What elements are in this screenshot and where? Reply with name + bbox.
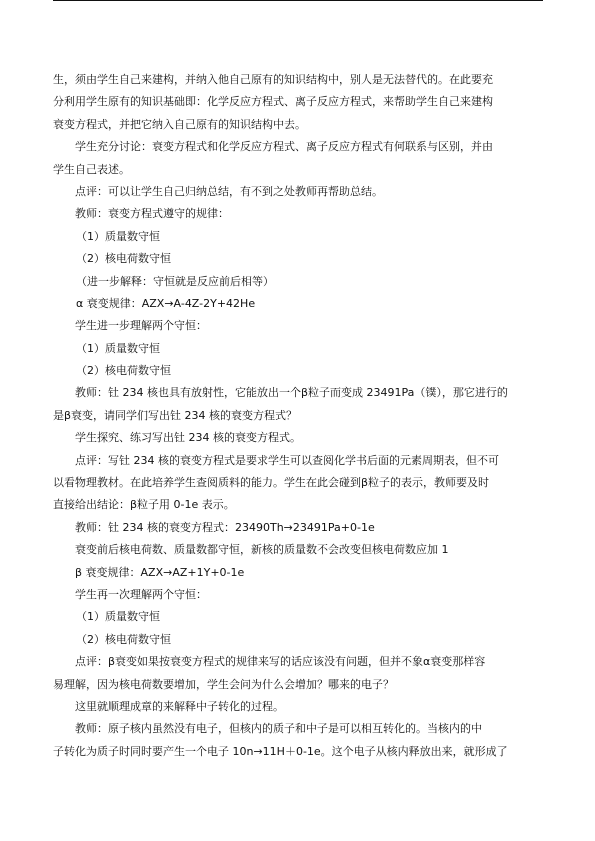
text-line: （1）质量数守恒 — [76, 229, 160, 243]
text-line: 点评：β衰变如果按衰变方程式的规律来写的话应该没有问题，但并不象α衰变那样容 — [75, 655, 486, 669]
text-line: 子转化为质子时同时要产生一个电子 10n→11H＋0-1e。这个电子从核内释放出来，就形成了 — [53, 744, 508, 758]
text-line: 衰变方程式，并把它纳入自己原有的知识结构中去。 — [53, 117, 306, 131]
header-rule — [53, 0, 543, 1]
text-line: 学生再一次理解两个守恒： — [75, 587, 207, 601]
text-line: 点评：可以让学生自己归纳总结，有不到之处教师再帮助总结。 — [75, 184, 383, 198]
text-line: 教师：原子核内虽然没有电子，但核内的质子和中子是可以相互转化的。当核内的中 — [75, 722, 482, 736]
text-line: （2）核电荷数守恒 — [76, 632, 171, 646]
text-line: α 衰变规律：AZX→A-4Z-2Y+42He — [76, 296, 256, 310]
text-line: 教师：钍 234 核的衰变方程式：23490Th→23491Pa+0-1e — [75, 520, 375, 534]
text-line: 学生充分讨论：衰变方程式和化学反应方程式、离子反应方程式有何联系与区别，并由 — [75, 140, 493, 154]
text-line: 衰变前后核电荷数、质量数都守恒，新核的质量数不会改变但核电荷数应加 1 — [75, 543, 449, 557]
text-line: 是β衰变，请同学们写出钍 234 核的衰变方程式？ — [53, 408, 298, 422]
text-line: 这里就顺理成章的来解释中子转化的过程。 — [75, 699, 284, 713]
text-line: （2）核电荷数守恒 — [76, 252, 171, 266]
text-line: 教师：衰变方程式遵守的规律： — [75, 207, 229, 221]
text-line: 学生探究、练习写出钍 234 核的衰变方程式。 — [75, 431, 301, 445]
text-line: 学生自己表述。 — [53, 162, 130, 176]
text-line: （1）质量数守恒 — [76, 610, 160, 624]
text-line: 以看物理教材。在此培养学生查阅质料的能力。学生在此会碰到β粒子的表示，教师要及时 — [53, 476, 490, 490]
text-line: 分利用学生原有的知识基础即：化学反应方程式、离子反应方程式，来帮助学生自己来建构 — [53, 95, 493, 109]
text-line: 点评：写钍 234 核的衰变方程式是要求学生可以查阅化学书后面的元素周期表，但不可 — [75, 453, 499, 467]
text-line: （2）核电荷数守恒 — [76, 364, 171, 378]
document-body — [53, 69, 543, 763]
text-line: 生，须由学生自己来建构，并纳入他自己原有的知识结构中，别人是无法替代的。在此要充 — [53, 73, 493, 86]
text-line: （1）质量数守恒 — [76, 341, 160, 355]
text-line: 直接给出结论：β粒子用 0-1e 表示。 — [53, 498, 235, 512]
text-line: 易理解，因为核电荷数要增加，学生会问为什么会增加？哪来的电子？ — [53, 677, 394, 691]
text-line: β 衰变规律：AZX→AZ+1Y+0-1e — [75, 565, 245, 579]
text-line: 学生进一步理解两个守恒： — [75, 319, 207, 333]
text-line: （进一步解释：守恒就是反应前后相等） — [76, 274, 274, 288]
text-line: 教师：钍 234 核也具有放射性，它能放出一个β粒子而变成 23491Pa（镤），那它进行的 — [75, 386, 508, 400]
